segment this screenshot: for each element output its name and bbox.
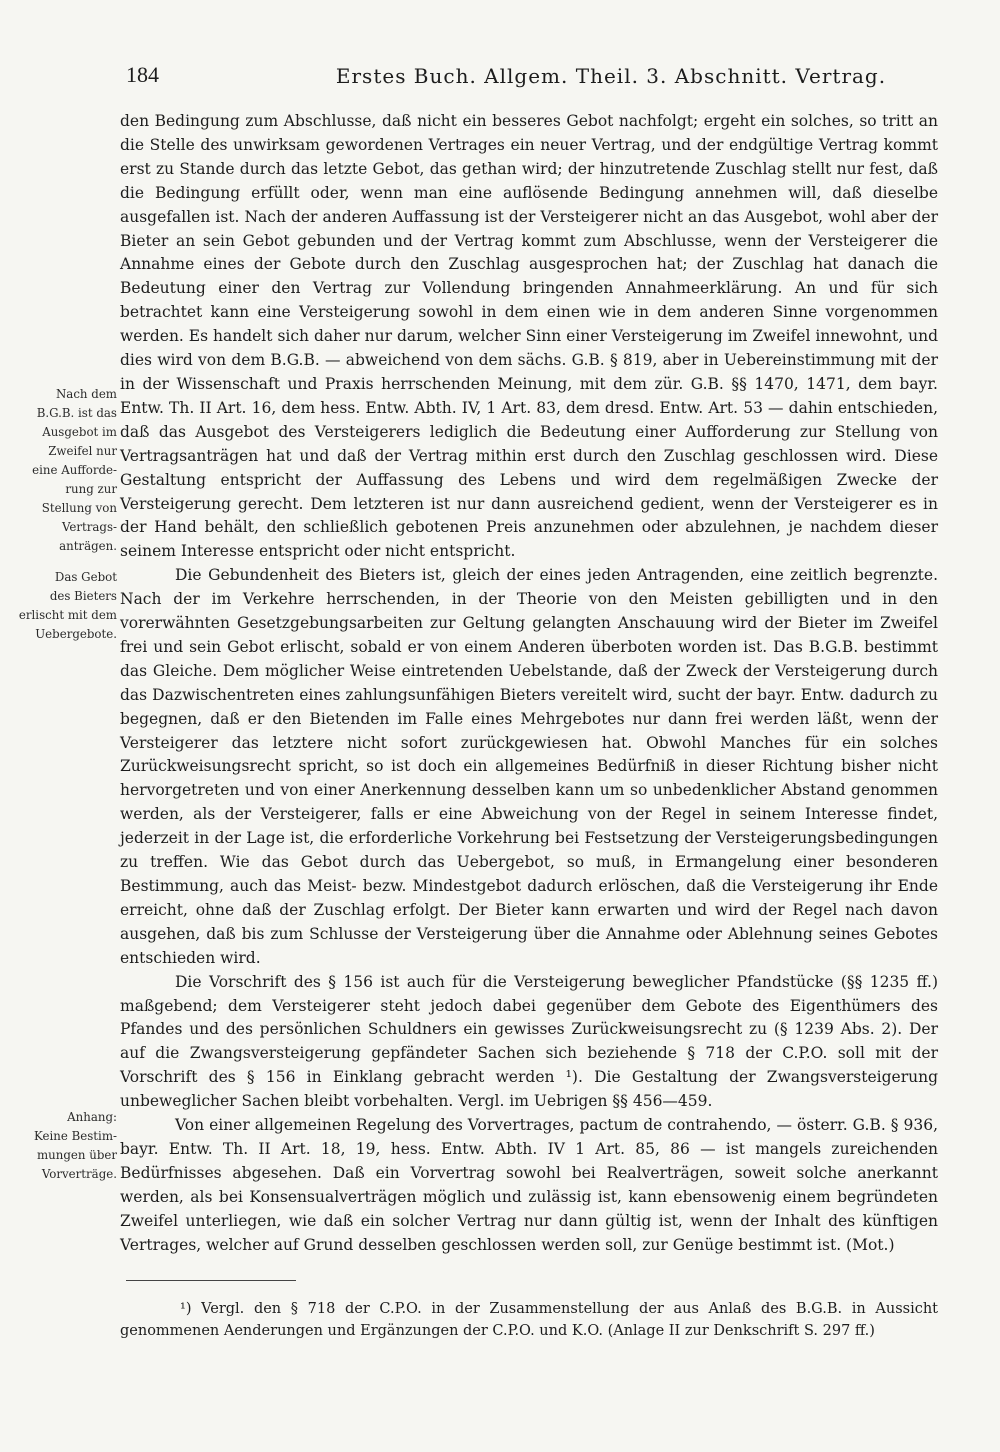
- margin-line: Uebergebote.: [35, 627, 117, 641]
- margin-line: Ausgebot im: [42, 425, 117, 439]
- page-header: [126, 62, 946, 92]
- margin-line: Stellung von: [41, 501, 117, 515]
- footnote-text: ¹) Vergl. den § 718 der C.P.O. in der Zusammenstellung der aus Anlaß des B.G.B. in Aussicht genommenen Aenderungen und Ergänzungen der C.P.O. und K.O. (Anlage II zur Denkschrift S. 297 ff.): [120, 1301, 938, 1339]
- footnote: [120, 1298, 938, 1342]
- margin-note-overbid: [5, 568, 117, 644]
- page-number: 184: [126, 62, 159, 87]
- paragraph-1: den Bedingung zum Abschlusse, daß nicht ein besseres Gebot nachfolgt; ergeht ein solches, so tritt an die Stelle des unwirksam gewordenen Vertrages ein neuer Vertrag, und der endgültige Vertrag kommt erst zu Stande durch das letzte Gebot, das gethan wird; der hinzutretende Zuschlag stellt nur fest, daß die Bedingung erfüllt oder, wenn man eine auflösende Bedingung annehmen will, daß dieselbe ausgefallen ist. Nach der anderen Auffassung ist der Versteigerer nicht an das Ausgebot, wohl aber der Bieter an sein Gebot gebunden und der Vertrag kommt zum Abschlusse, wenn der Versteigerer die Annahme eines der Gebote durch den Zuschlag ausgesprochen hat; der Zuschlag hat danach die Bedeutung einer den Vertrag zur Vollendung bringenden Annahmeerklärung. An und für sich betrachtet kann eine Versteigerung sowohl in dem einen wie in dem anderen Sinne vorgenommen werden. Es handelt sich daher nur darum, welcher Sinn einer Versteigerung im Zweifel innewohnt, und dies wird von dem B.G.B. — abweichend von dem sächs. G.B. § 819, aber in Uebereinstimmung mit der in der Wissenschaft und Praxis herrschenden Meinung, mit dem zür. G.B. §§ 1470, 1471, dem bayr. Entw. Th. II Art. 16, dem hess. Entw. Abth. IV, 1 Art. 83, dem dresd. Entw. Art. 53 — dahin entschieden, daß das Ausgebot des Versteigerers lediglich die Bedeutung einer Aufforderung zur Stellung von Vertragsanträgen hat und daß der Vertrag mithin erst durch den Zuschlag geschlossen wird. Diese Gestaltung entspricht der Auffassung des Lebens und wird dem regelmäßigen Zwecke der Versteigerung gerecht. Dem letzteren ist nur dann ausreichend gedient, wenn der Versteigerer es in der Hand behält, den schließlich gebotenen Preis anzunehmen oder abzulehnen, je nachdem dieser seinem Interesse entspricht oder nicht entspricht.: [120, 112, 938, 561]
- paragraph-4: Von einer allgemeinen Regelung des Vorvertrages, pactum de contrahendo, — österr. G.B. § 936, bayr. Entw. Th. II Art. 18, 19, hess. Entw. Abth. IV 1 Art. 85, 86 — ist mangels zureichenden Bedürfnisses abgesehen. Daß ein Vorvertrag sowohl bei Realverträgen, soweit solche anerkannt werden, als bei Konsensualverträgen möglich und zulässig ist, kann ebensowenig einem begründeten Zweifel unterliegen, wie daß ein solcher Vertrag nur dann gültig ist, wenn der Inhalt des künftigen Vertrages, welcher auf Grund desselben geschlossen werden soll, zur Genüge bestimmt ist. (Mot.): [120, 1116, 938, 1254]
- margin-line: anträgen.: [59, 539, 117, 553]
- margin-note-bidding: [5, 385, 117, 556]
- margin-line: Zweifel nur: [48, 444, 117, 458]
- margin-line: Keine Bestim-: [34, 1129, 117, 1143]
- margin-line: mungen über: [36, 1148, 117, 1162]
- paragraph-2: Die Gebundenheit des Bieters ist, gleich der eines jeden Antragenden, eine zeitlich begrenzte. Nach der im Verkehre herrschenden, in der Theorie von den Meisten gebilligten und in den vorerwähnten Gesetzgebungsarbeiten zur Geltung gelangten Anschauung wird der Bieter im Zweifel frei und sein Gebot erlischt, sobald er von einem Anderen überboten worden ist. Das B.G.B. bestimmt das Gleiche. Dem möglicher Weise eintretenden Uebelstande, daß der Zweck der Versteigerung durch das Dazwischentreten eines zahlungsunfähigen Bieters vereitelt wird, sucht der bayr. Entw. dadurch zu begegnen, daß er den Bietenden im Falle eines Mehrgebotes nur dann frei werden läßt, wenn der Versteigerer das letztere nicht sofort zurückgewiesen hat. Obwohl Manches für ein solches Zurückweisungsrecht spricht, so ist doch ein allgemeines Bedürfniß in dieser Richtung bisher nicht hervorgetreten und von einer Anerkennung desselben kann um so unbedenklicher Abstand genommen werden, als der Versteigerer, falls er eine Abweichung von der Regel in seinem Interesse findet, jederzeit in der Lage ist, die erforderliche Vorkehrung bei Festsetzung der Versteigerungsbedingungen zu treffen. Wie das Gebot durch das Uebergebot, so muß, in Ermangelung einer besonderen Bestimmung, auch das Meist- bezw. Mindestgebot dadurch erlöschen, daß die Versteigerung ihr Ende erreicht, ohne daß der Zuschlag erfolgt. Der Bieter kann erwarten und wird der Regel nach davon ausgehen, daß bis zum Schlusse der Versteigerung über die Annahme oder Ablehnung seines Gebotes entschieden wird.: [120, 566, 938, 967]
- margin-note-appendix: [5, 1108, 117, 1184]
- margin-line: Das Gebot: [54, 570, 117, 584]
- paragraph-3: Die Vorschrift des § 156 ist auch für die Versteigerung beweglicher Pfandstücke (§§ 1235 ff.) maßgebend; dem Versteigerer steht jedoch dabei gegenüber dem Gebote des Eigenthümers des Pfandes und des persönlichen Schuldners ein gewisses Zurückweisungsrecht zu (§ 1239 Abs. 2). Der auf die Zwangsversteigerung gepfändeter Sachen sich beziehende § 718 der C.P.O. soll mit der Vorschrift des § 156 in Einklang gebracht werden ¹). Die Gestaltung der Zwangsversteigerung unbeweglicher Sachen bleibt vorbehalten. Vergl. im Uebrigen §§ 456—459.: [120, 972, 938, 1111]
- margin-line: Nach dem: [55, 387, 117, 401]
- running-title: Erstes Buch. Allgem. Theil. 3. Abschnitt. Vertrag.: [335, 64, 887, 88]
- margin-line: Vertrags-: [61, 520, 117, 534]
- main-text: [120, 110, 938, 1258]
- margin-line: eine Aufforde-: [32, 463, 117, 477]
- margin-line: B.G.B. ist das: [36, 406, 117, 420]
- margin-line: des Bieters: [49, 589, 117, 603]
- margin-line: Vorverträge.: [41, 1167, 117, 1181]
- margin-line: erlischt mit dem: [18, 608, 117, 622]
- footnote-divider: [126, 1280, 296, 1281]
- margin-line: rung zur: [65, 482, 117, 496]
- margin-line: Anhang:: [67, 1110, 117, 1124]
